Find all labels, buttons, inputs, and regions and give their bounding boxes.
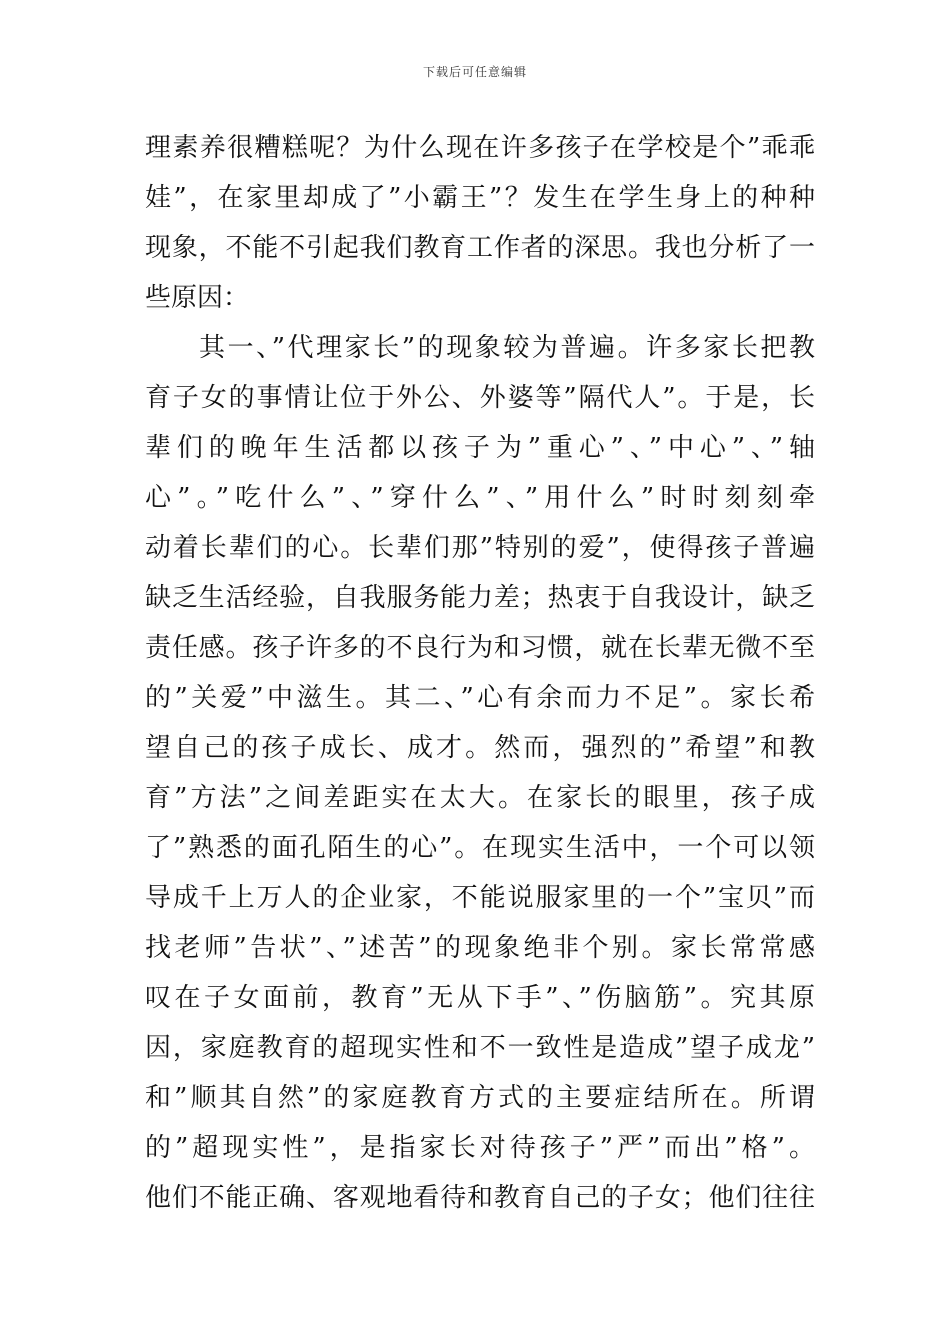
paragraph [145,123,815,323]
text-line: 辈们的晚年生活都以孩子为”重心”、”中心”、”轴 [145,433,815,463]
text-line: 心”。”吃什么”、”穿什么”、”用什么”时时刻刻牵 [145,483,815,513]
text-line: 望自己的孩子成长、成才。然而，强烈的”希望”和教 [145,733,815,763]
text-line: 和”顺其自然”的家庭教育方式的主要症结所在。所谓 [145,1083,815,1113]
text-line: 缺乏生活经验，自我服务能力差；热衷于自我设计，缺乏 [145,583,815,613]
text-line: 了”熟悉的面孔陌生的心”。在现实生活中，一个可以领 [145,833,815,863]
paragraph [145,323,815,1223]
body-text [145,123,815,1223]
page-header: 下载后可任意编辑 [422,65,527,79]
text-line: 现象，不能不引起我们教育工作者的深思。我也分析了一 [145,233,815,263]
text-line: 他们不能正确、客观地看待和教育自己的子女；他们往往 [145,1183,815,1213]
text-line: 育”方法”之间差距实在太大。在家长的眼里，孩子成 [145,783,815,813]
text-line: 的”关爱”中滋生。其二、”心有余而力不足”。家长希 [145,683,815,713]
text-line: 责任感。孩子许多的不良行为和习惯，就在长辈无微不至 [145,633,815,663]
text-line: 因，家庭教育的超现实性和不一致性是造成”望子成龙” [145,1033,815,1063]
text-line: 的”超现实性”，是指家长对待孩子”严”而出”格”。 [145,1133,815,1163]
text-line: 动着长辈们的心。长辈们那”特别的爱”，使得孩子普遍 [145,533,815,563]
text-line: 找老师”告状”、”述苦”的现象绝非个别。家长常常感 [145,933,815,963]
text-line: 导成千上万人的企业家，不能说服家里的一个”宝贝”而 [145,883,815,913]
text-line: 叹在子女面前，教育”无从下手”、”伤脑筋”。究其原 [145,983,815,1013]
text-line: 其一、”代理家长”的现象较为普遍。许多家长把教 [199,333,815,363]
text-line: 育子女的事情让位于外公、外婆等”隔代人”。于是，长 [145,383,815,413]
text-line: 理素养很糟糕呢？为什么现在许多孩子在学校是个”乖乖 [145,133,815,163]
text-line: 些原因： [145,283,250,313]
text-line: 娃”，在家里却成了”小霸王”？发生在学生身上的种种 [145,183,815,213]
